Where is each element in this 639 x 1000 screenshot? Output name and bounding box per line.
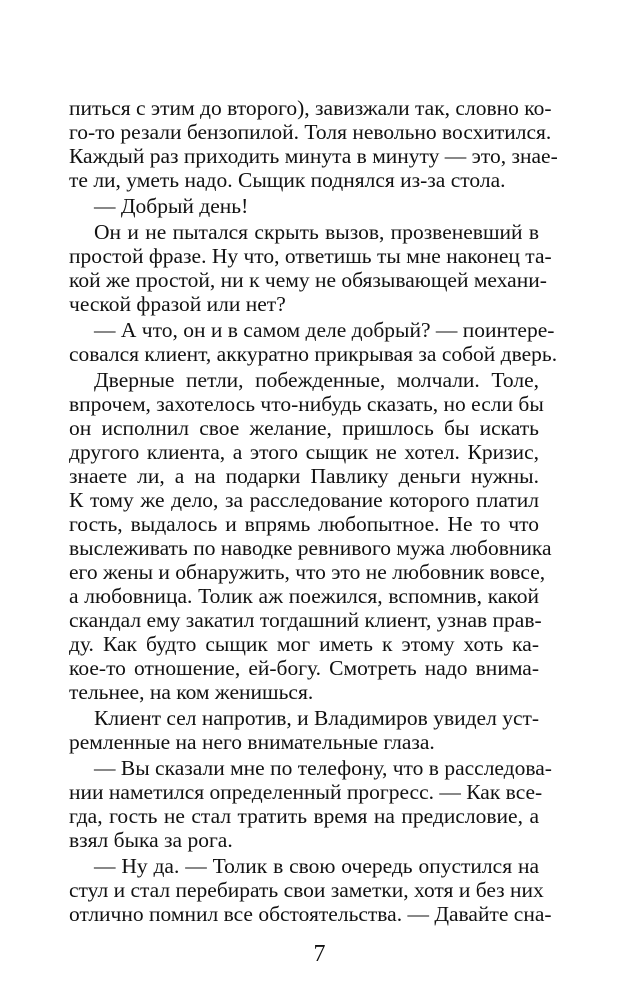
- text-line: ческой фразой или нет?: [69, 292, 286, 316]
- text-line: выслеживать по наводке ревнивого мужа любовника: [69, 536, 552, 560]
- text-line: питься с этим до второго), завизжали так, словно ко-: [69, 96, 552, 120]
- text-line: его жены и обнаружить, что это не любовник вовсе,: [69, 560, 546, 584]
- text-line: знаете ли, а на подарки Павлику деньги нужны.: [69, 464, 539, 488]
- text-line: нии наметился определенный прогресс. — Как все-: [69, 780, 543, 804]
- text-line: ремленные на него внимательные глаза.: [69, 730, 435, 754]
- text-line: — Ну да. — Толик в свою очередь опустился на: [94, 854, 539, 878]
- text-line: стул и стал перебирать свои заметки, хотя и без них: [69, 878, 544, 902]
- text-line: Клиент сел напротив, и Владимиров увидел уст-: [94, 706, 540, 730]
- text-line: К тому же дело, за расследование которого платил: [69, 488, 539, 512]
- text-line: гда, гость не стал тратить время на предисловие, а: [69, 804, 539, 828]
- text-line: отлично помнил все обстоятельства. — Давайте сна-: [69, 902, 552, 926]
- text-line: впрочем, захотелось что-нибудь сказать, но если бы: [69, 392, 544, 416]
- text-line: а любовница. Толик аж поежился, вспомнив, какой: [69, 584, 539, 608]
- page-number: 7: [313, 941, 326, 967]
- text-line: го-то резали бензопилой. Толя невольно восхитился.: [69, 120, 552, 144]
- text-line: — Добрый день!: [94, 194, 249, 218]
- text-line: — Вы сказали мне по телефону, что в расследова-: [94, 756, 552, 780]
- text-line: Он и не пытался скрыть вызов, прозвеневший в: [94, 220, 539, 244]
- text-line: совался клиент, аккуратно прикрывая за собой дверь.: [69, 342, 558, 366]
- text-line: кой же простой, ни к чему не обязывающей механи-: [69, 268, 547, 292]
- text-line: взял быка за рога.: [69, 828, 233, 852]
- text-line: гость, выдалось и впрямь любопытное. Не то что: [69, 512, 539, 536]
- text-line: он исполнил свое желание, пришлось бы искать: [69, 416, 539, 440]
- text-line: скандал ему закатил тогдашний клиент, узнав прав-: [69, 608, 542, 632]
- text-line: Дверные петли, побежденные, молчали. Толе,: [94, 368, 539, 392]
- text-line: — А что, он и в самом деле добрый? — поинтере-: [94, 318, 555, 342]
- text-line: кое-то отношение, ей-богу. Смотреть надо внима-: [69, 656, 539, 680]
- text-line: другого клиента, а этого сыщик не хотел. Кризис,: [69, 440, 539, 464]
- text-line: простой фразе. Ну что, ответишь ты мне наконец та-: [69, 244, 552, 268]
- text-line: тельнее, на ком женишься.: [69, 680, 314, 704]
- text-line: ду. Как будто сыщик мог иметь к этому хоть ка-: [69, 632, 539, 656]
- text-line: Каждый раз приходить минута в минуту — это, знае-: [69, 144, 558, 168]
- text-line: те ли, уметь надо. Сыщик поднялся из-за стола.: [69, 168, 506, 192]
